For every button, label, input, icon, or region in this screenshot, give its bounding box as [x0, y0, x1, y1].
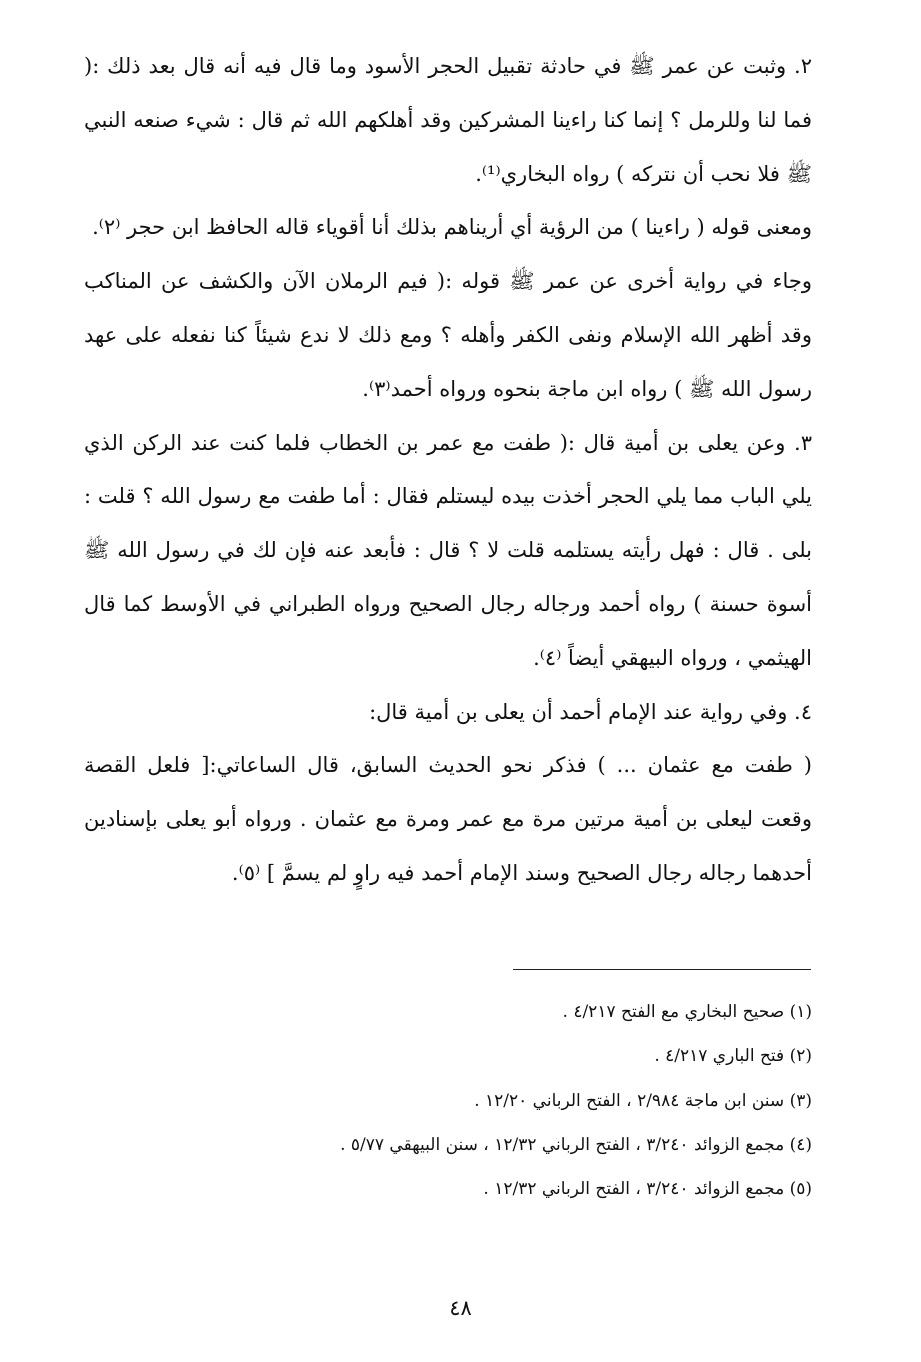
paragraph-2: ٢. وثبت عن عمر ﷺ في حادثة تقبيل الحجر الأسود وما قال فيه أنه قال بعد ذلك :( فما لنا وللرمل ؟ إنما كنا راءينا المشركين وقد أهلكهم الله ثم قال : شيء صنعه النبي ﷺ فلا نحب أن نتركه ) رواه البخاري⁽¹⁾.: [84, 54, 812, 186]
paragraph-4-continued: ( طفت مع عثمان ... ) فذكر نحو الحديث السابق، قال الساعاتي:[ فلعل القصة وقعت ليعلى بن أمية مرتين مرة مع عمر ومرة مع عثمان . ورواه أبو يعلى بإسنادين أحدهما رجاله رجال الصحيح وسند الإمام أحمد فيه راوٍ لم يسمَّ ] ⁽٥⁾.: [84, 753, 812, 885]
main-text: [84, 40, 812, 901]
footnotes: [220, 990, 812, 1211]
footnote-2: (٢) فتح الباري ٤/٢١٧ .: [654, 1046, 812, 1067]
paragraph-4: ٤. وفي رواية عند الإمام أحمد أن يعلى بن أمية قال:: [369, 699, 812, 724]
page-number: ٤٨: [449, 1296, 472, 1320]
paragraph-other-narration: وجاء في رواية أخرى عن عمر ﷺ قوله :( فيم الرملان الآن والكشف عن المناكب وقد أظهر الله الإسلام ونفى الكفر وأهله ؟ ومع ذلك لا ندع شيئاً كنا نفعله على عهد رسول الله ﷺ ) رواه ابن ماجة بنحوه ورواه أحمد⁽٣⁾.: [84, 269, 812, 401]
footnote-4: (٤) مجمع الزوائد ٣/٢٤٠ ، الفتح الرباني ١٢/٣٢ ، سنن البيهقي ٥/٧٧ .: [340, 1134, 812, 1155]
footnote-separator: [513, 969, 811, 970]
paragraph-meaning: ومعنى قوله ( راءينا ) من الرؤية أي أريناهم بذلك أنا أقوياء قاله الحافظ ابن حجر ⁽٢⁾.: [92, 215, 812, 240]
paragraph-3: ٣. وعن يعلى بن أمية قال :( طفت مع عمر بن الخطاب فلما كنت عند الركن الذي يلي الباب مما يلي الحجر أخذت بيده ليستلم فقال : أما طفت مع رسول الله ؟ قلت : بلى . قال : فهل رأيته يستلمه قلت لا ؟ قال : فأبعد عنه فإن لك في رسول الله ﷺ أسوة حسنة ) رواه أحمد ورجاله رجال الصحيح ورواه الطبراني في الأوسط كما قال الهيثمي ، ورواه البيهقي أيضاً ⁽٤⁾.: [84, 430, 812, 670]
footnote-1: (١) صحيح البخاري مع الفتح ٤/٢١٧ .: [562, 1002, 812, 1022]
footnote-3: (٣) سنن ابن ماجة ٢/٩٨٤ ، الفتح الرباني ١٢/٢٠ .: [474, 1090, 812, 1111]
footnote-5: (٥) مجمع الزوائد ٣/٢٤٠ ، الفتح الرباني ١٢/٣٢ .: [483, 1179, 812, 1200]
